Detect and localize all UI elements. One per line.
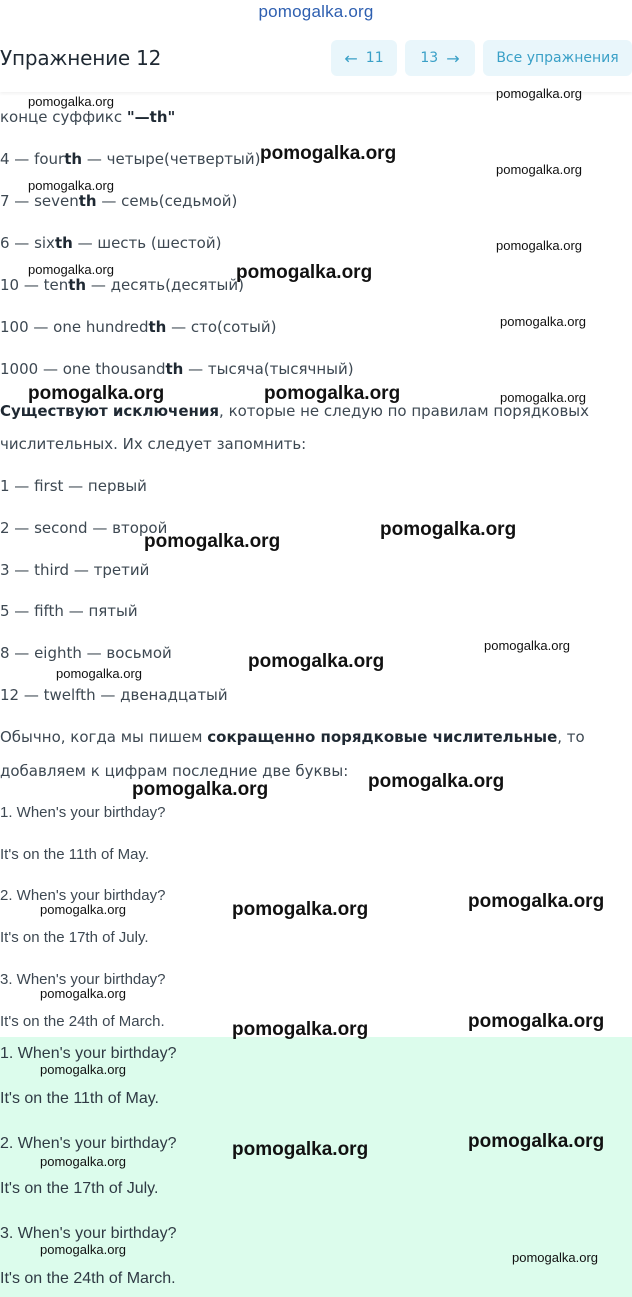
next-exercise-button[interactable] — [405, 40, 475, 76]
ordinal-item: 100 — one hundredth — сто(сотый) — [0, 318, 277, 336]
exception-item: 8 — eighth — восьмой — [0, 644, 172, 662]
watermark: pomogalka.org — [500, 314, 586, 329]
page-title: Упражнение 12 — [0, 46, 162, 70]
prev-exercise-button[interactable] — [331, 40, 397, 76]
answer-text: It's on the 17th of July. — [0, 1180, 159, 1197]
watermark: pomogalka.org — [264, 383, 401, 404]
answer-question: 2. When's your birthday? — [0, 1135, 177, 1152]
intro-text — [0, 108, 175, 126]
watermark: pomogalka.org — [468, 1011, 605, 1032]
next-exercise-label: 13 — [420, 50, 439, 66]
exception-item: 12 — twelfth — двенадцатый — [0, 686, 228, 704]
answer-text: It's on the 24th of March. — [0, 1013, 165, 1030]
watermark: pomogalka.org — [236, 262, 373, 283]
all-exercises-button[interactable] — [483, 40, 632, 76]
watermark: pomogalka.org — [496, 162, 582, 177]
answer-question: 2. When's your birthday? — [0, 887, 166, 904]
watermark: pomogalka.org — [28, 262, 114, 277]
watermark: pomogalka.org — [28, 383, 165, 404]
ordinal-item: 1000 — one thousandth — тысяча(тысячный) — [0, 360, 354, 378]
exception-item: 5 — fifth — пятый — [0, 602, 138, 620]
answer-question: 3. When's your birthday? — [0, 1225, 177, 1242]
watermark: pomogalka.org — [56, 666, 142, 681]
answer-text: It's on the 24th of March. — [0, 1270, 176, 1287]
watermark: pomogalka.org — [40, 1154, 126, 1169]
watermark: pomogalka.org — [28, 94, 114, 109]
answer-text: It's on the 11th of May. — [0, 846, 150, 863]
ordinal-item: 10 — tenth — десять(десятый) — [0, 276, 244, 294]
arrow-right-icon: → — [446, 48, 460, 68]
watermark: pomogalka.org — [380, 519, 517, 540]
ordinal-item: 6 — sixth — шесть (шестой) — [0, 234, 222, 252]
ordinal-item: 4 — fourth — четыре(четвертый) — [0, 150, 261, 168]
answer-question: 1. When's your birthday? — [0, 804, 166, 821]
intro-suffix: "—th" — [126, 108, 176, 126]
answer-text: It's on the 17th of July. — [0, 929, 149, 946]
watermark: pomogalka.org — [232, 899, 369, 920]
abbr-text: Обычно, когда мы пишем сокращенно порядковые числительные, то — [0, 728, 585, 746]
watermark: pomogalka.org — [468, 1131, 605, 1152]
watermark: pomogalka.org — [512, 1250, 598, 1265]
site-logo[interactable]: pomogalka.org — [258, 2, 374, 21]
answer-text: It's on the 11th of May. — [0, 1090, 159, 1107]
watermark: pomogalka.org — [248, 651, 385, 672]
watermark: pomogalka.org — [496, 86, 582, 101]
watermark: pomogalka.org — [232, 1139, 369, 1160]
exception-item: 1 — first — первый — [0, 477, 147, 495]
arrow-left-icon: ← — [344, 48, 358, 68]
exception-item: 3 — third — третий — [0, 561, 150, 579]
watermark: pomogalka.org — [468, 891, 605, 912]
prev-exercise-label: 11 — [365, 50, 384, 66]
all-exercises-label: Все упражнения — [496, 50, 619, 66]
exceptions-text: Существуют исключения, которые не следую по правилам порядковых — [0, 402, 590, 420]
watermark: pomogalka.org — [132, 779, 269, 800]
watermark: pomogalka.org — [40, 986, 126, 1001]
answer-question: 1. When's your birthday? — [0, 1045, 177, 1062]
intro-pre: конце суффикс — [0, 108, 127, 126]
watermark: pomogalka.org — [40, 1242, 126, 1257]
exercise-header — [0, 36, 632, 92]
watermark: pomogalka.org — [260, 143, 397, 164]
watermark: pomogalka.org — [232, 1019, 369, 1040]
watermark: pomogalka.org — [40, 1062, 126, 1077]
ordinal-item: 7 — seventh — семь(седьмой) — [0, 192, 238, 210]
answer-question: 3. When's your birthday? — [0, 971, 166, 988]
watermark: pomogalka.org — [368, 771, 505, 792]
watermark: pomogalka.org — [484, 638, 570, 653]
exception-item: 2 — second — второй — [0, 519, 168, 537]
watermark: pomogalka.org — [40, 902, 126, 917]
watermark: pomogalka.org — [144, 531, 281, 552]
watermark: pomogalka.org — [500, 390, 586, 405]
exceptions-text-2: числительных. Их следует запомнить: — [0, 435, 307, 453]
watermark: pomogalka.org — [28, 178, 114, 193]
abbr-text-2: добавляем к цифрам последние две буквы: — [0, 762, 349, 780]
watermark: pomogalka.org — [496, 238, 582, 253]
